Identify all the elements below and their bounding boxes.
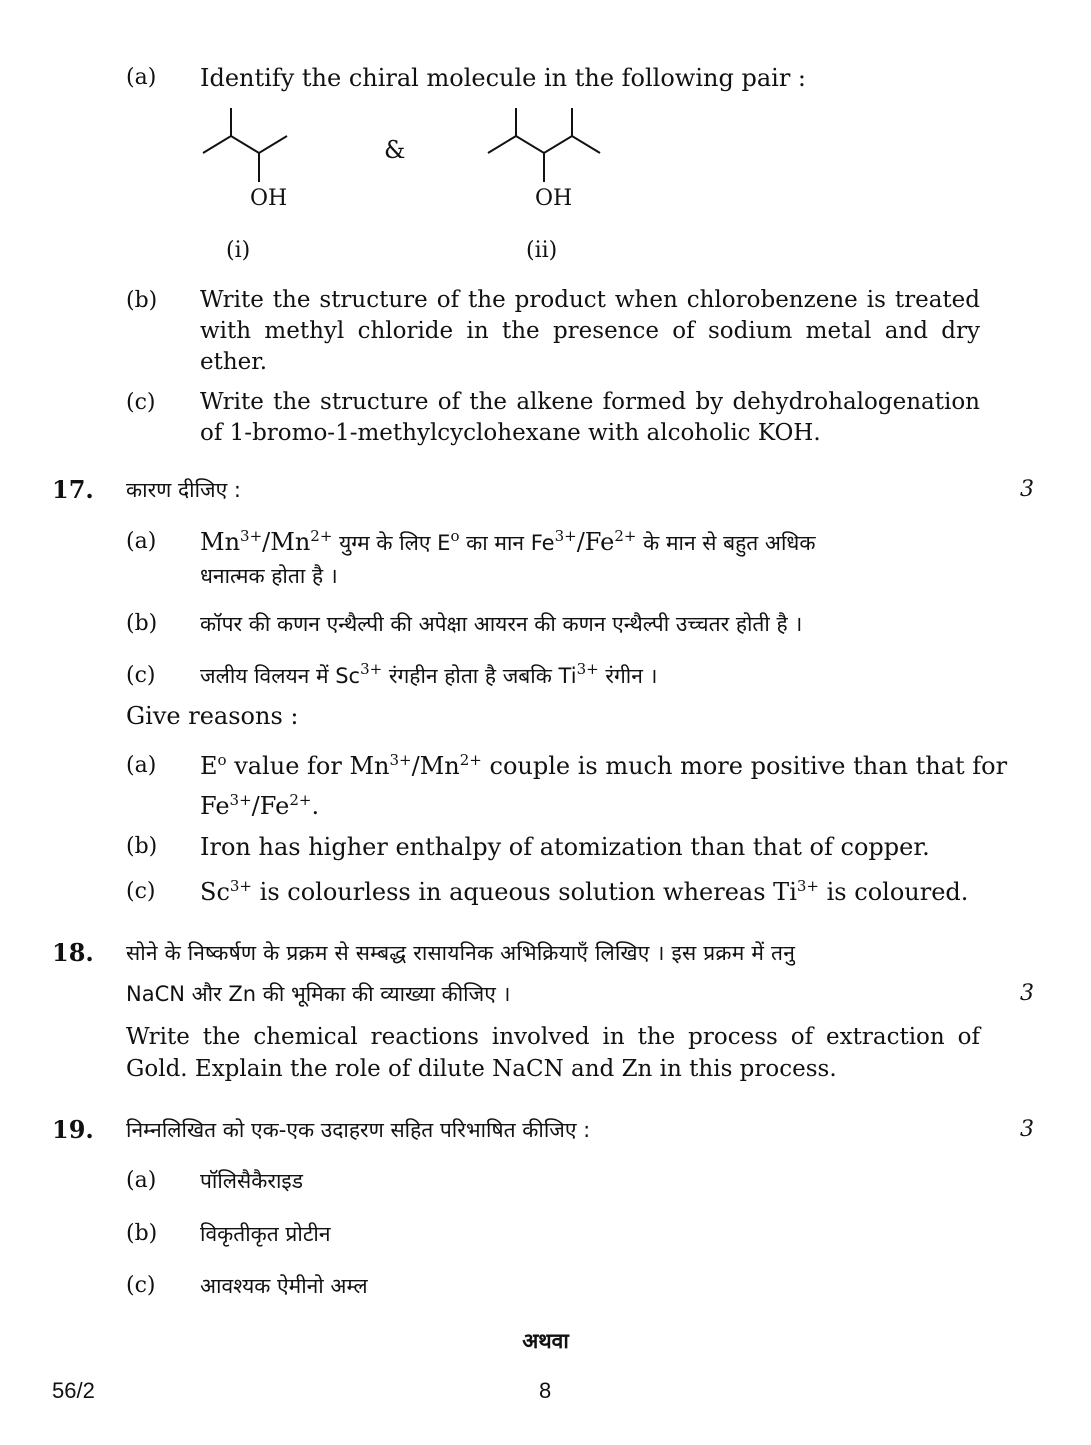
q19-hindi-intro: निम्नलिखित को एक-एक उदाहरण सहित परिभाषित कीजिए : <box>126 1118 591 1142</box>
molecule-label-i: (i) <box>226 238 251 263</box>
q17-english-intro: Give reasons : <box>126 702 299 730</box>
chiral-pair-structures <box>195 100 625 190</box>
q19-marks: 3 <box>1020 1117 1034 1142</box>
q17-hi-a-label: (a) <box>126 529 157 554</box>
q17-hi-c-text: जलीय विलयन में $Sc^{3+}$ रंगहीन होता है जबकि $Ti^{3+}$ रंगीन । <box>200 660 658 688</box>
q16-b-label: (b) <box>126 288 158 313</box>
q19-number: 19. <box>52 1115 94 1144</box>
q17-hi-a-line1: $Mn^{3+}/Mn^{2+}$ युग्म के लिए $E^o$ का मान $Fe^{3+}/Fe^{2+}$ के मान से बहुत अधिक <box>200 527 816 556</box>
q17-en-c-label: (c) <box>126 879 156 904</box>
q19-a-text: पॉलिसैकैराइड <box>200 1169 303 1193</box>
q17-en-b-label: (b) <box>126 834 158 859</box>
q17-hi-b-label: (b) <box>126 611 158 636</box>
q17-hi-b-text: कॉपर की कणन एन्थैल्पी की अपेक्षा आयरन की कणन एन्थैल्पी उच्चतर होती है । <box>200 612 803 636</box>
page-number: 8 <box>539 1378 552 1403</box>
q17-hi-c-label: (c) <box>126 663 156 688</box>
q18-hindi-line1: सोने के निष्कर्षण के प्रक्रम से सम्बद्ध रासायनिक अभिक्रियाएँ लिखिए । इस प्रक्रम में तनु <box>126 941 796 965</box>
q19-b-text: विकृतीकृत प्रोटीन <box>200 1222 331 1246</box>
molecule-label-ii: (ii) <box>526 238 558 263</box>
q17-number: 17. <box>52 475 94 504</box>
q19-a-label: (a) <box>126 1168 157 1193</box>
q18-number: 18. <box>52 938 94 967</box>
q17-hi-a-line2: धनात्मक होता है । <box>200 564 338 588</box>
q17-hindi-intro: कारण दीजिए : <box>126 478 241 502</box>
q16-c-text: Write the structure of the alkene formed by dehydrohalogenation of 1-bromo-1-methylcyclohexane with alcoholic KOH. <box>200 389 980 446</box>
q16-a-label: (a) <box>126 65 157 90</box>
oh-label-ii: OH <box>535 186 573 211</box>
q18-hindi-line2: NaCN और Zn की भूमिका की व्याख्या कीजिए । <box>126 982 511 1006</box>
q19-b-label: (b) <box>126 1221 158 1246</box>
q19-c-label: (c) <box>126 1273 156 1298</box>
q18-marks: 3 <box>1020 981 1034 1006</box>
paper-code: 56/2 <box>52 1378 95 1403</box>
q17-en-c-text: $Sc^{3+}$ is colourless in aqueous solution whereas $Ti^{3+}$ is coloured. <box>200 877 969 906</box>
or-separator: अथवा <box>522 1329 569 1353</box>
q17-en-a-line1: $E^o$ value for $Mn^{3+}/Mn^{2+}$ couple is much more positive than that for <box>200 751 1008 780</box>
q18-english: Write the chemical reactions involved in the process of extraction of Gold. Explain the role of dilute NaCN and Zn in this process. <box>126 1024 980 1082</box>
q17-en-b-text: Iron has higher enthalpy of atomization than that of copper. <box>200 833 930 861</box>
q17-en-a-line2: $Fe^{3+}/Fe^{2+}$. <box>200 791 320 820</box>
q16-a-text: Identify the chiral molecule in the following pair : <box>200 64 807 92</box>
q17-marks: 3 <box>1020 477 1034 502</box>
molecule-ii-skeleton <box>488 108 600 182</box>
molecule-i-skeleton <box>203 108 287 182</box>
ampersand: & <box>384 136 406 164</box>
q19-c-text: आवश्यक ऐमीनो अम्ल <box>200 1274 368 1298</box>
q16-c-label: (c) <box>126 390 156 415</box>
oh-label-i: OH <box>250 186 288 211</box>
q17-en-a-label: (a) <box>126 753 157 778</box>
q16-b-text: Write the structure of the product when chlorobenzene is treated with methyl chloride in the presence of sodium metal and dry ether. <box>200 287 980 375</box>
